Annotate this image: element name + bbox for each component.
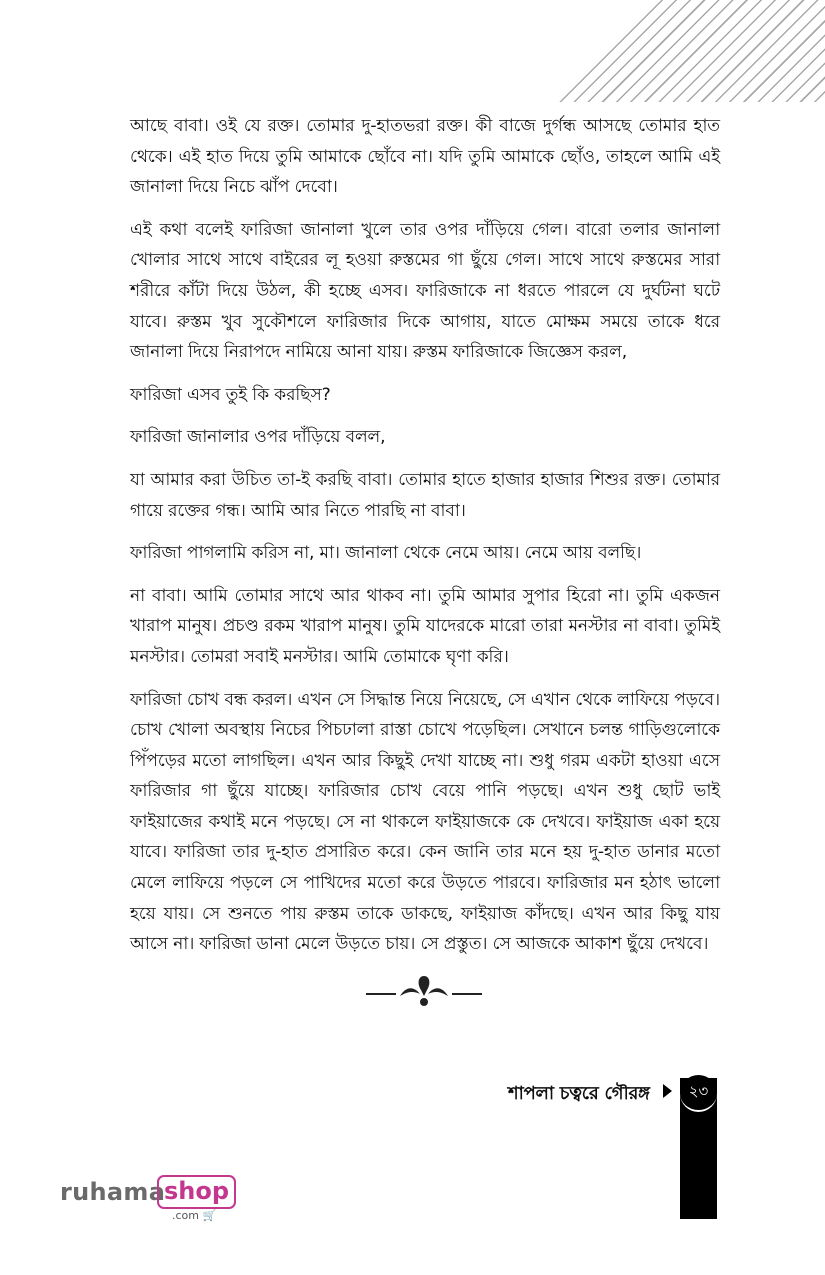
running-footer-book-title: শাপলা চত্বরে গৌরঙ্গ bbox=[508, 1083, 650, 1104]
section-break-ornament-icon bbox=[362, 972, 486, 1008]
paragraph: আছে বাবা। ওই যে রক্ত। তোমার দু-হাতভরা রক্ত। কী বাজে দুর্গন্ধ আসছে তোমার হাত থেকে। এই হাত দিয়ে তুমি আমাকে ছোঁবে না। যদি তুমি আমাকে ছোঁও, তাহলে আমি এই জানালা দিয়ে নিচে ঝাঁপ দেবো। bbox=[130, 116, 720, 198]
page-body bbox=[130, 111, 720, 972]
paragraph: ফারিজা পাগলামি করিস না, মা। জানালা থেকে নেমে আয়। নেমে আয় বলছি। bbox=[130, 543, 642, 564]
page-number: ২৩ bbox=[680, 1075, 717, 1112]
logo-text-shop: shop bbox=[157, 1175, 236, 1209]
paragraph: না বাবা। আমি তোমার সাথে আর থাকব না। তুমি আমার সুপার হিরো না। তুমি একজন খারাপ মানুষ। প্রচণ্ড রকম খারাপ মানুষ। তুমি যাদেরকে মারো তারা মনস্টার না বাবা। তুমিই মনস্টার। তোমরা সবাই মনস্টার। আমি তোমাকে ঘৃণা করি। bbox=[130, 585, 720, 667]
paragraph: ফারিজা জানালার ওপর দাঁড়িয়ে বলল, bbox=[130, 427, 386, 448]
logo-domain-text: .com bbox=[172, 1209, 199, 1222]
paragraph: ফারিজা এসব তুই কি করছিস? bbox=[130, 384, 331, 405]
paragraph: যা আমার করা উচিত তা-ই করছি বাবা। তোমার হাতে হাজার হাজার শিশুর রক্ত। তোমার গায়ে রক্তের গন্ধ। আমি আর নিতে পারছি না বাবা। bbox=[130, 469, 720, 521]
paragraph: এই কথা বলেই ফারিজা জানালা খুলে তার ওপর দাঁড়িয়ে গেল। বারো তলার জানালা খোলার সাথে সাথে বাইরের লূ হওয়া রুস্তমের গা ছুঁয়ে গেল। সাথে সাথে রুস্তমের সারা শরীরে কাঁটা দিয়ে উঠল, কী হচ্ছে এসব। ফারিজাকে না ধরতে পারলে যে দুর্ঘটনা ঘটে যাবে। রুস্তম খুব সুকৌশলে ফারিজার দিকে আগায়, যাতে মোক্ষম সময়ে তাকে ধরে জানালা দিয়ে নিরাপদে নামিয়ে আনা যায়। রুস্তম ফারিজাকে জিজ্ঞেস করল, bbox=[130, 219, 720, 363]
logo-domain bbox=[172, 1209, 216, 1222]
logo-text-ruhama: ruhama bbox=[60, 1178, 166, 1206]
shopping-cart-icon: 🛒 bbox=[202, 1209, 217, 1222]
triangle-right-icon bbox=[663, 1084, 672, 1098]
decorative-hatch-pattern bbox=[555, 0, 825, 102]
paragraph: ফারিজা চোখ বন্ধ করল। এখন সে সিদ্ধান্ত নিয়ে নিয়েছে, সে এখান থেকে লাফিয়ে পড়বে। চোখ খোলা অবস্থায় নিচের পিচঢালা রাস্তা চোখে পড়েছিল। সেখানে চলন্ত গাড়িগুলোকে পিঁপড়ের মতো লাগছিল। এখন আর কিছুই দেখা যাচ্ছে না। শুধু গরম একটা হাওয়া এসে ফারিজার গা ছুঁয়ে যাচ্ছে। ফারিজার চোখ বেয়ে পানি পড়ছে। এখন শুধু ছোট ভাই ফাইয়াজের কথাই মনে পড়ছে। সে না থাকলে ফাইয়াজকে কে দেখবে। ফাইয়াজ একা হয়ে যাবে। ফারিজা তার দু-হাত প্রসারিত করে। কেন জানি তার মনে হয় দু-হাত ডানার মতো মেলে লাফিয়ে পড়লে সে পাখিদের মতো করে উড়তে পারবে। ফারিজার মন হঠাৎ ভালো হয়ে যায়। সে শুনতে পায় রুস্তম তাকে ডাকছে, ফাইয়াজ কাঁদছে। এখন আর কিছু যায় আসে না। ফারিজা ডানা মেলে উড়তে চায়। সে প্রস্তুত। সে আজকে আকাশ ছুঁয়ে দেখবে। bbox=[130, 689, 720, 955]
